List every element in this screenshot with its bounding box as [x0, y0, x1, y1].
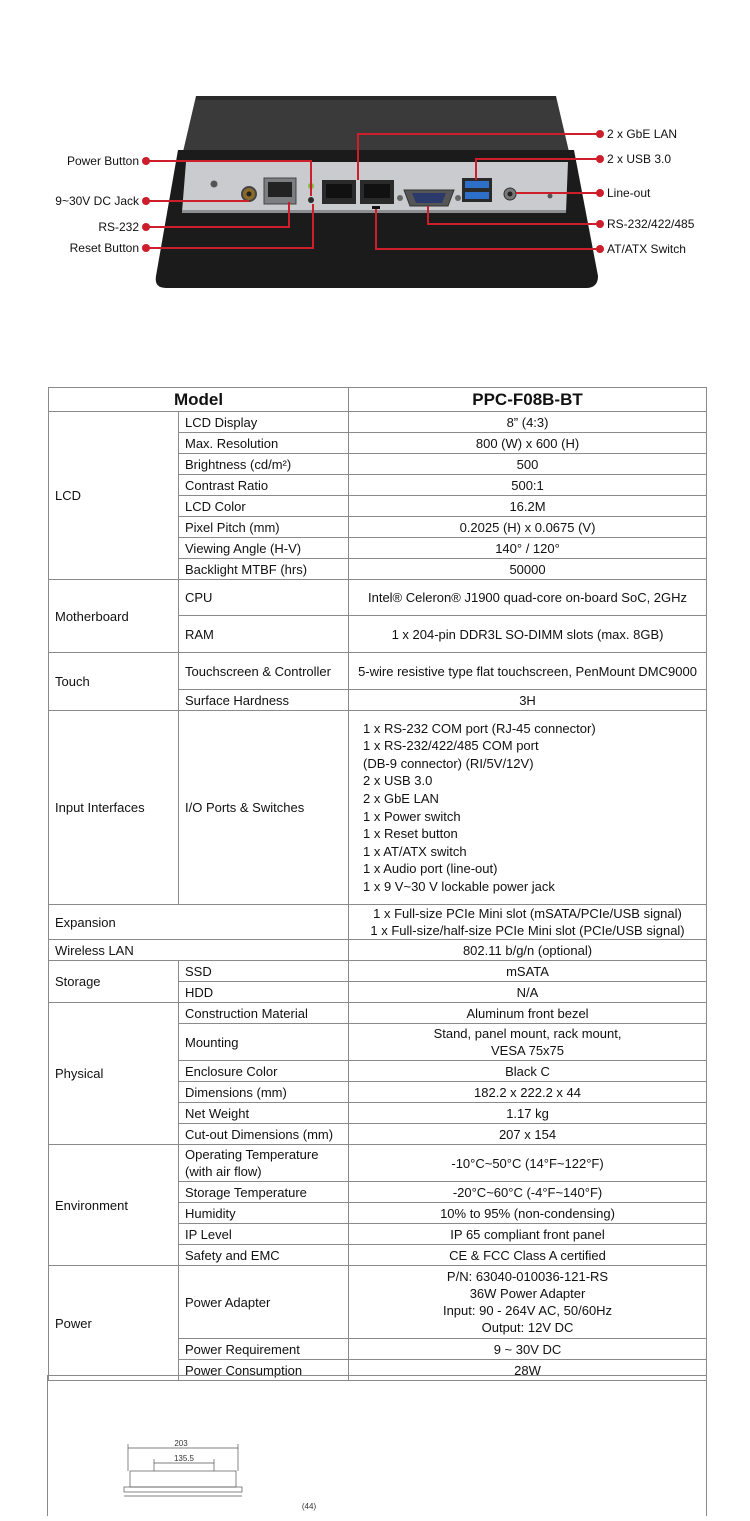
expansion-line: 1 x Full-size PCIe Mini slot (mSATA/PCIe/USB signal)	[373, 906, 682, 921]
adapter-line: Input: 90 - 264V AC, 50/60Hz	[442, 1303, 613, 1318]
spec-value: 500	[349, 454, 707, 475]
table-row	[49, 940, 707, 961]
spec-value: CE & FCC Class A certified	[349, 1245, 707, 1266]
spec-value: 5-wire resistive type flat touchscreen, PenMount DMC9000	[349, 653, 707, 690]
spec-label: LCD Display	[179, 412, 349, 433]
spec-label: Backlight MTBF (hrs)	[179, 559, 349, 580]
spec-label: RAM	[179, 616, 349, 653]
spec-value: 8” (4:3)	[349, 412, 707, 433]
table-row	[49, 961, 707, 982]
spec-label: Enclosure Color	[179, 1061, 349, 1082]
callout-at-atx: AT/ATX Switch	[607, 242, 686, 256]
spec-value	[349, 1266, 707, 1339]
spec-value: 802.11 b/g/n (optional)	[349, 940, 707, 961]
spec-label: Power Adapter	[179, 1266, 349, 1339]
list-item: 1 x RS-232 COM port (RJ-45 connector)	[363, 720, 596, 736]
list-item: 1 x AT/ATX switch	[363, 843, 467, 859]
device-rear-view	[0, 0, 750, 300]
dim-44: (44)	[301, 1502, 317, 1511]
table-row	[49, 653, 707, 690]
spec-value: Intel® Celeron® J1900 quad-core on-board SoC, 2GHz	[349, 580, 707, 616]
spec-label: Contrast Ratio	[179, 475, 349, 496]
spec-label	[179, 1145, 349, 1182]
spec-table	[48, 387, 707, 1381]
spec-label: Net Weight	[179, 1103, 349, 1124]
adapter-line: P/N: 63040-010036-121-RS	[446, 1269, 609, 1284]
adapter-line: 36W Power Adapter	[469, 1286, 586, 1301]
spec-label: IP Level	[179, 1224, 349, 1245]
callout-rs485: RS-232/422/485	[607, 217, 695, 231]
category-power: Power	[49, 1266, 179, 1381]
expansion-line: 1 x Full-size/half-size PCIe Mini slot (PCIe/USB signal)	[370, 923, 685, 938]
spec-value: -20°C~60°C (-4°F~140°F)	[349, 1182, 707, 1203]
spec-value: 1.17 kg	[349, 1103, 707, 1124]
spec-label: Touchscreen & Controller	[179, 653, 349, 690]
spec-label: Safety and EMC	[179, 1245, 349, 1266]
spec-value: 182.2 x 222.2 x 44	[349, 1082, 707, 1103]
spec-value: -10°C~50°C (14°F~122°F)	[349, 1145, 707, 1182]
list-item: 2 x USB 3.0	[363, 773, 433, 789]
spec-value: 0.2025 (H) x 0.0675 (V)	[349, 517, 707, 538]
table-row	[49, 905, 707, 940]
spec-label: LCD Color	[179, 496, 349, 517]
spec-value	[349, 905, 707, 940]
table-row	[49, 711, 707, 905]
callout-reset-button: Reset Button	[69, 241, 139, 255]
table-row	[49, 1003, 707, 1024]
spec-label: Brightness (cd/m²)	[179, 454, 349, 475]
category-input-interfaces: Input Interfaces	[49, 711, 179, 905]
dim-135: 135.5	[173, 1454, 195, 1463]
spec-value: N/A	[349, 982, 707, 1003]
spec-label: Power Requirement	[179, 1339, 349, 1360]
model-label: Model	[49, 388, 349, 412]
table-row	[49, 580, 707, 616]
spec-value	[349, 1024, 707, 1061]
spec-value: Black C	[349, 1061, 707, 1082]
table-row	[49, 412, 707, 433]
category-wireless-lan: Wireless LAN	[49, 940, 349, 961]
operating-temp-note: (with air flow)	[185, 1164, 262, 1179]
callout-line-out: Line-out	[607, 186, 651, 200]
spec-label: Pixel Pitch (mm)	[179, 517, 349, 538]
operating-temp-label: Operating Temperature	[185, 1147, 319, 1162]
spec-value: Aluminum front bezel	[349, 1003, 707, 1024]
list-item: 1 x Reset button	[363, 826, 458, 842]
table-header-row	[49, 388, 707, 412]
dimension-drawing-svg	[48, 1376, 706, 1516]
screw-icon	[211, 181, 218, 188]
spec-label: Viewing Angle (H-V)	[179, 538, 349, 559]
mounting-line: VESA 75x75	[491, 1043, 565, 1058]
spec-label: CPU	[179, 580, 349, 616]
spec-value: 16.2M	[349, 496, 707, 517]
category-motherboard: Motherboard	[49, 580, 179, 653]
adapter-line: Output: 12V DC	[481, 1320, 574, 1335]
spec-value: 50000	[349, 559, 707, 580]
at-atx-switch-icon	[372, 206, 380, 209]
back-cover	[182, 96, 570, 156]
spec-label: SSD	[179, 961, 349, 982]
spec-label: Storage Temperature	[179, 1182, 349, 1203]
callout-gbe-lan: 2 x GbE LAN	[607, 127, 678, 141]
list-item: 1 x 9 V~30 V lockable power jack	[363, 878, 555, 894]
spec-label: Cut-out Dimensions (mm)	[179, 1124, 349, 1145]
table-row	[49, 1266, 707, 1339]
spec-label: HDD	[179, 982, 349, 1003]
list-item: (DB-9 connector) (RI/5V/12V)	[363, 755, 534, 771]
spec-value: 28W	[349, 1360, 707, 1381]
list-item: 1 x Audio port (line-out)	[363, 861, 498, 877]
spec-label: Dimensions (mm)	[179, 1082, 349, 1103]
category-expansion: Expansion	[49, 905, 349, 940]
callout-rs232: RS-232	[98, 220, 139, 234]
spec-value: 1 x 204-pin DDR3L SO-DIMM slots (max. 8GB)	[349, 616, 707, 653]
mounting-line: Stand, panel mount, rack mount,	[433, 1026, 622, 1041]
callout-dc-jack: 9~30V DC Jack	[55, 194, 139, 208]
table-row	[49, 1145, 707, 1182]
power-button-icon	[308, 197, 314, 203]
category-touch: Touch	[49, 653, 179, 711]
callout-usb: 2 x USB 3.0	[607, 152, 672, 166]
list-item: 2 x GbE LAN	[363, 790, 439, 806]
category-storage: Storage	[49, 961, 179, 1003]
spec-value: 140° / 120°	[349, 538, 707, 559]
spec-label: Humidity	[179, 1203, 349, 1224]
spec-value: 3H	[349, 690, 707, 711]
spec-value: 207 x 154	[349, 1124, 707, 1145]
dimension-drawing	[47, 1375, 707, 1516]
spec-label: Mounting	[179, 1024, 349, 1061]
list-item: 1 x Power switch	[363, 808, 461, 824]
spec-value: 800 (W) x 600 (H)	[349, 433, 707, 454]
spec-value: 500:1	[349, 475, 707, 496]
spec-label: Power Consumption	[179, 1360, 349, 1381]
spec-label: Construction Material	[179, 1003, 349, 1024]
spec-label: Max. Resolution	[179, 433, 349, 454]
spec-value: 10% to 95% (non-condensing)	[349, 1203, 707, 1224]
spec-value: mSATA	[349, 961, 707, 982]
spec-label: I/O Ports & Switches	[179, 711, 349, 905]
model-value: PPC-F08B-BT	[349, 388, 707, 412]
category-lcd: LCD	[49, 412, 179, 580]
list-item: 1 x RS-232/422/485 COM port	[363, 738, 539, 754]
spec-value: IP 65 compliant front panel	[349, 1224, 707, 1245]
io-ports-list	[349, 711, 707, 905]
category-physical: Physical	[49, 1003, 179, 1145]
dim-203: 203	[174, 1439, 188, 1448]
spec-value: 9 ~ 30V DC	[349, 1339, 707, 1360]
callout-power-button: Power Button	[66, 154, 139, 168]
category-environment: Environment	[49, 1145, 179, 1266]
spec-label: Surface Hardness	[179, 690, 349, 711]
